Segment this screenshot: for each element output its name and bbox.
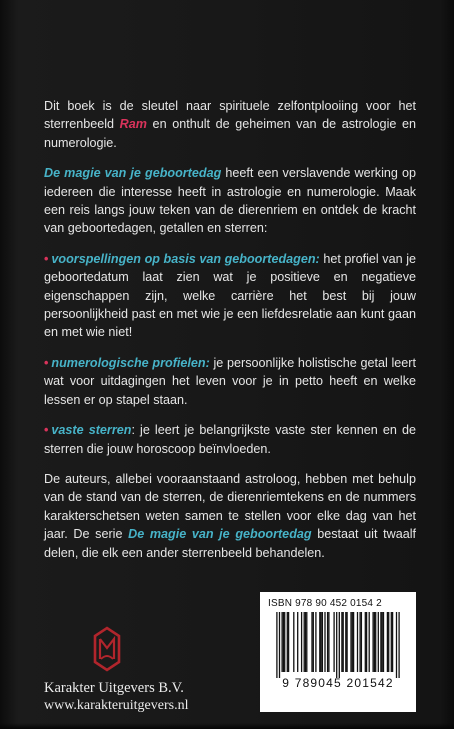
- bullet-title: vaste sterren: [51, 423, 132, 438]
- barcode-bar: [374, 612, 375, 672]
- intro-text: Dit boek is de sleutel naar spirituele zelfontplooiing voor het sterrenbeeld: [44, 99, 416, 132]
- barcode-bar: [380, 612, 381, 672]
- barcode-icon: [268, 612, 408, 678]
- publisher-url: www.karakteruitgevers.nl: [44, 698, 189, 713]
- barcode-bar: [319, 612, 320, 672]
- barcode-bar: [320, 612, 321, 672]
- barcode-bar: [276, 612, 277, 678]
- barcode-bar: [353, 612, 354, 672]
- barcode-bar: [398, 612, 399, 678]
- barcode-bar: [375, 612, 376, 672]
- barcode-bar: [391, 612, 392, 672]
- barcode-bar: [382, 612, 383, 672]
- barcode-bar: [297, 612, 298, 672]
- barcode-bar: [293, 612, 294, 672]
- barcode-bar: [361, 612, 362, 672]
- barcode-bar: [388, 612, 389, 672]
- bullet-text: je persoonlijke holistische getal leert wat voor uitdagingen het leven voor je in petto heeft en welke lessen er op stapel staan.: [44, 355, 416, 407]
- barcode-bar: [372, 612, 373, 672]
- bullet-icon: •: [44, 355, 49, 370]
- closing-text-end: bestaat uit twaalf delen, die elk een ander sterrenbeeld behandelen.: [44, 527, 416, 560]
- barcode-bar: [301, 612, 302, 672]
- barcode-bar: [357, 612, 358, 672]
- barcode-bar: [327, 612, 328, 672]
- zodiac-sign-name: Ram: [119, 117, 147, 132]
- bullet-item: [44, 354, 416, 409]
- book-title-highlight: De magie van je geboortedag: [44, 166, 222, 181]
- barcode-bar: [313, 612, 314, 672]
- barcode-bar: [287, 612, 288, 672]
- barcode-bar: [339, 612, 340, 678]
- bullet-title: voorspellingen op basis van geboortedagen:: [51, 251, 320, 266]
- barcode-bar: [378, 612, 379, 672]
- barcode-bar: [324, 612, 325, 672]
- barcode-bar: [328, 612, 329, 672]
- barcode-bar: [359, 612, 360, 672]
- barcode-bar: [350, 612, 351, 672]
- barcode-bar: [281, 612, 282, 672]
- description-text: heeft een verslavende werking op iedereen die interesse heeft in astrologie en numerologie. Maak een reis langs jouw teken van de dierenriem en ontdek de kracht van geboortedagen, getallen en sterren:: [44, 166, 416, 236]
- karakter-logo-icon: [91, 626, 123, 672]
- publisher-info: [44, 680, 244, 715]
- barcode-bar: [366, 612, 367, 672]
- barcode-bar: [305, 612, 306, 672]
- bullet-icon: •: [44, 251, 49, 266]
- barcode-bar: [387, 612, 388, 672]
- barcode-bar: [333, 612, 334, 672]
- isbn-label: ISBN 978 90 452 0154 2: [268, 598, 382, 609]
- barcode-panel: [260, 592, 416, 712]
- series-title-highlight: De magie van je geboortedag: [128, 527, 312, 542]
- intro-paragraph: [44, 97, 416, 152]
- bullet-item: [44, 421, 416, 458]
- barcode-bar: [306, 612, 307, 672]
- publisher-name: Karakter Uitgevers B.V.: [44, 680, 184, 696]
- barcode-bar: [383, 612, 384, 672]
- barcode-bar: [284, 612, 285, 672]
- barcode-bar: [343, 612, 344, 672]
- barcode-bar: [315, 612, 316, 672]
- bullet-title: numerologische profielen:: [51, 355, 210, 370]
- barcode-bar: [311, 612, 312, 672]
- bullet-icon: •: [44, 423, 49, 438]
- barcode-bar: [352, 612, 353, 672]
- barcode-bar: [345, 612, 346, 672]
- closing-paragraph: [44, 470, 416, 562]
- closing-text: De auteurs, allebei vooraanstaand astroloog, hebben met behulp van de stand van de sterren, de dierenriemtekens en de nummers karakterschetsen weten samen te stellen voor elke dag van het jaar. De serie: [44, 471, 416, 542]
- barcode-bar: [369, 612, 370, 672]
- barcode-bar: [283, 612, 284, 672]
- barcode-bar: [392, 612, 393, 672]
- description-paragraph: [44, 164, 416, 238]
- barcode-bar: [396, 612, 397, 678]
- barcode-bar: [279, 612, 280, 678]
- intro-text-end: en onthult de geheimen van de astrologie en numerologie.: [44, 117, 416, 150]
- bullet-item: [44, 250, 416, 342]
- barcode-bar: [304, 612, 305, 672]
- barcode-bar: [322, 612, 323, 672]
- barcode-bar: [346, 612, 347, 672]
- barcode-digits: 9 789045 201542: [282, 676, 394, 690]
- barcode-bar: [336, 612, 337, 678]
- bullet-text: het profiel van je geboortedatum laat zien wat je positieve en negatieve eigenschappen zijn, welke carrière het best bij jouw persoonlijkheid past en met wie je een liefdesrelatie aan kunt gaan en met wie niet!: [44, 251, 416, 340]
- blurb-text: [44, 97, 416, 574]
- barcode-bar: [288, 612, 289, 672]
- bullet-text: : je leert je belangrijkste vaste ster kennen en de sterren die jouw horoscoop beïnvloeden.: [44, 423, 416, 456]
- barcode-bar: [365, 612, 366, 672]
- barcode-bar: [341, 612, 342, 672]
